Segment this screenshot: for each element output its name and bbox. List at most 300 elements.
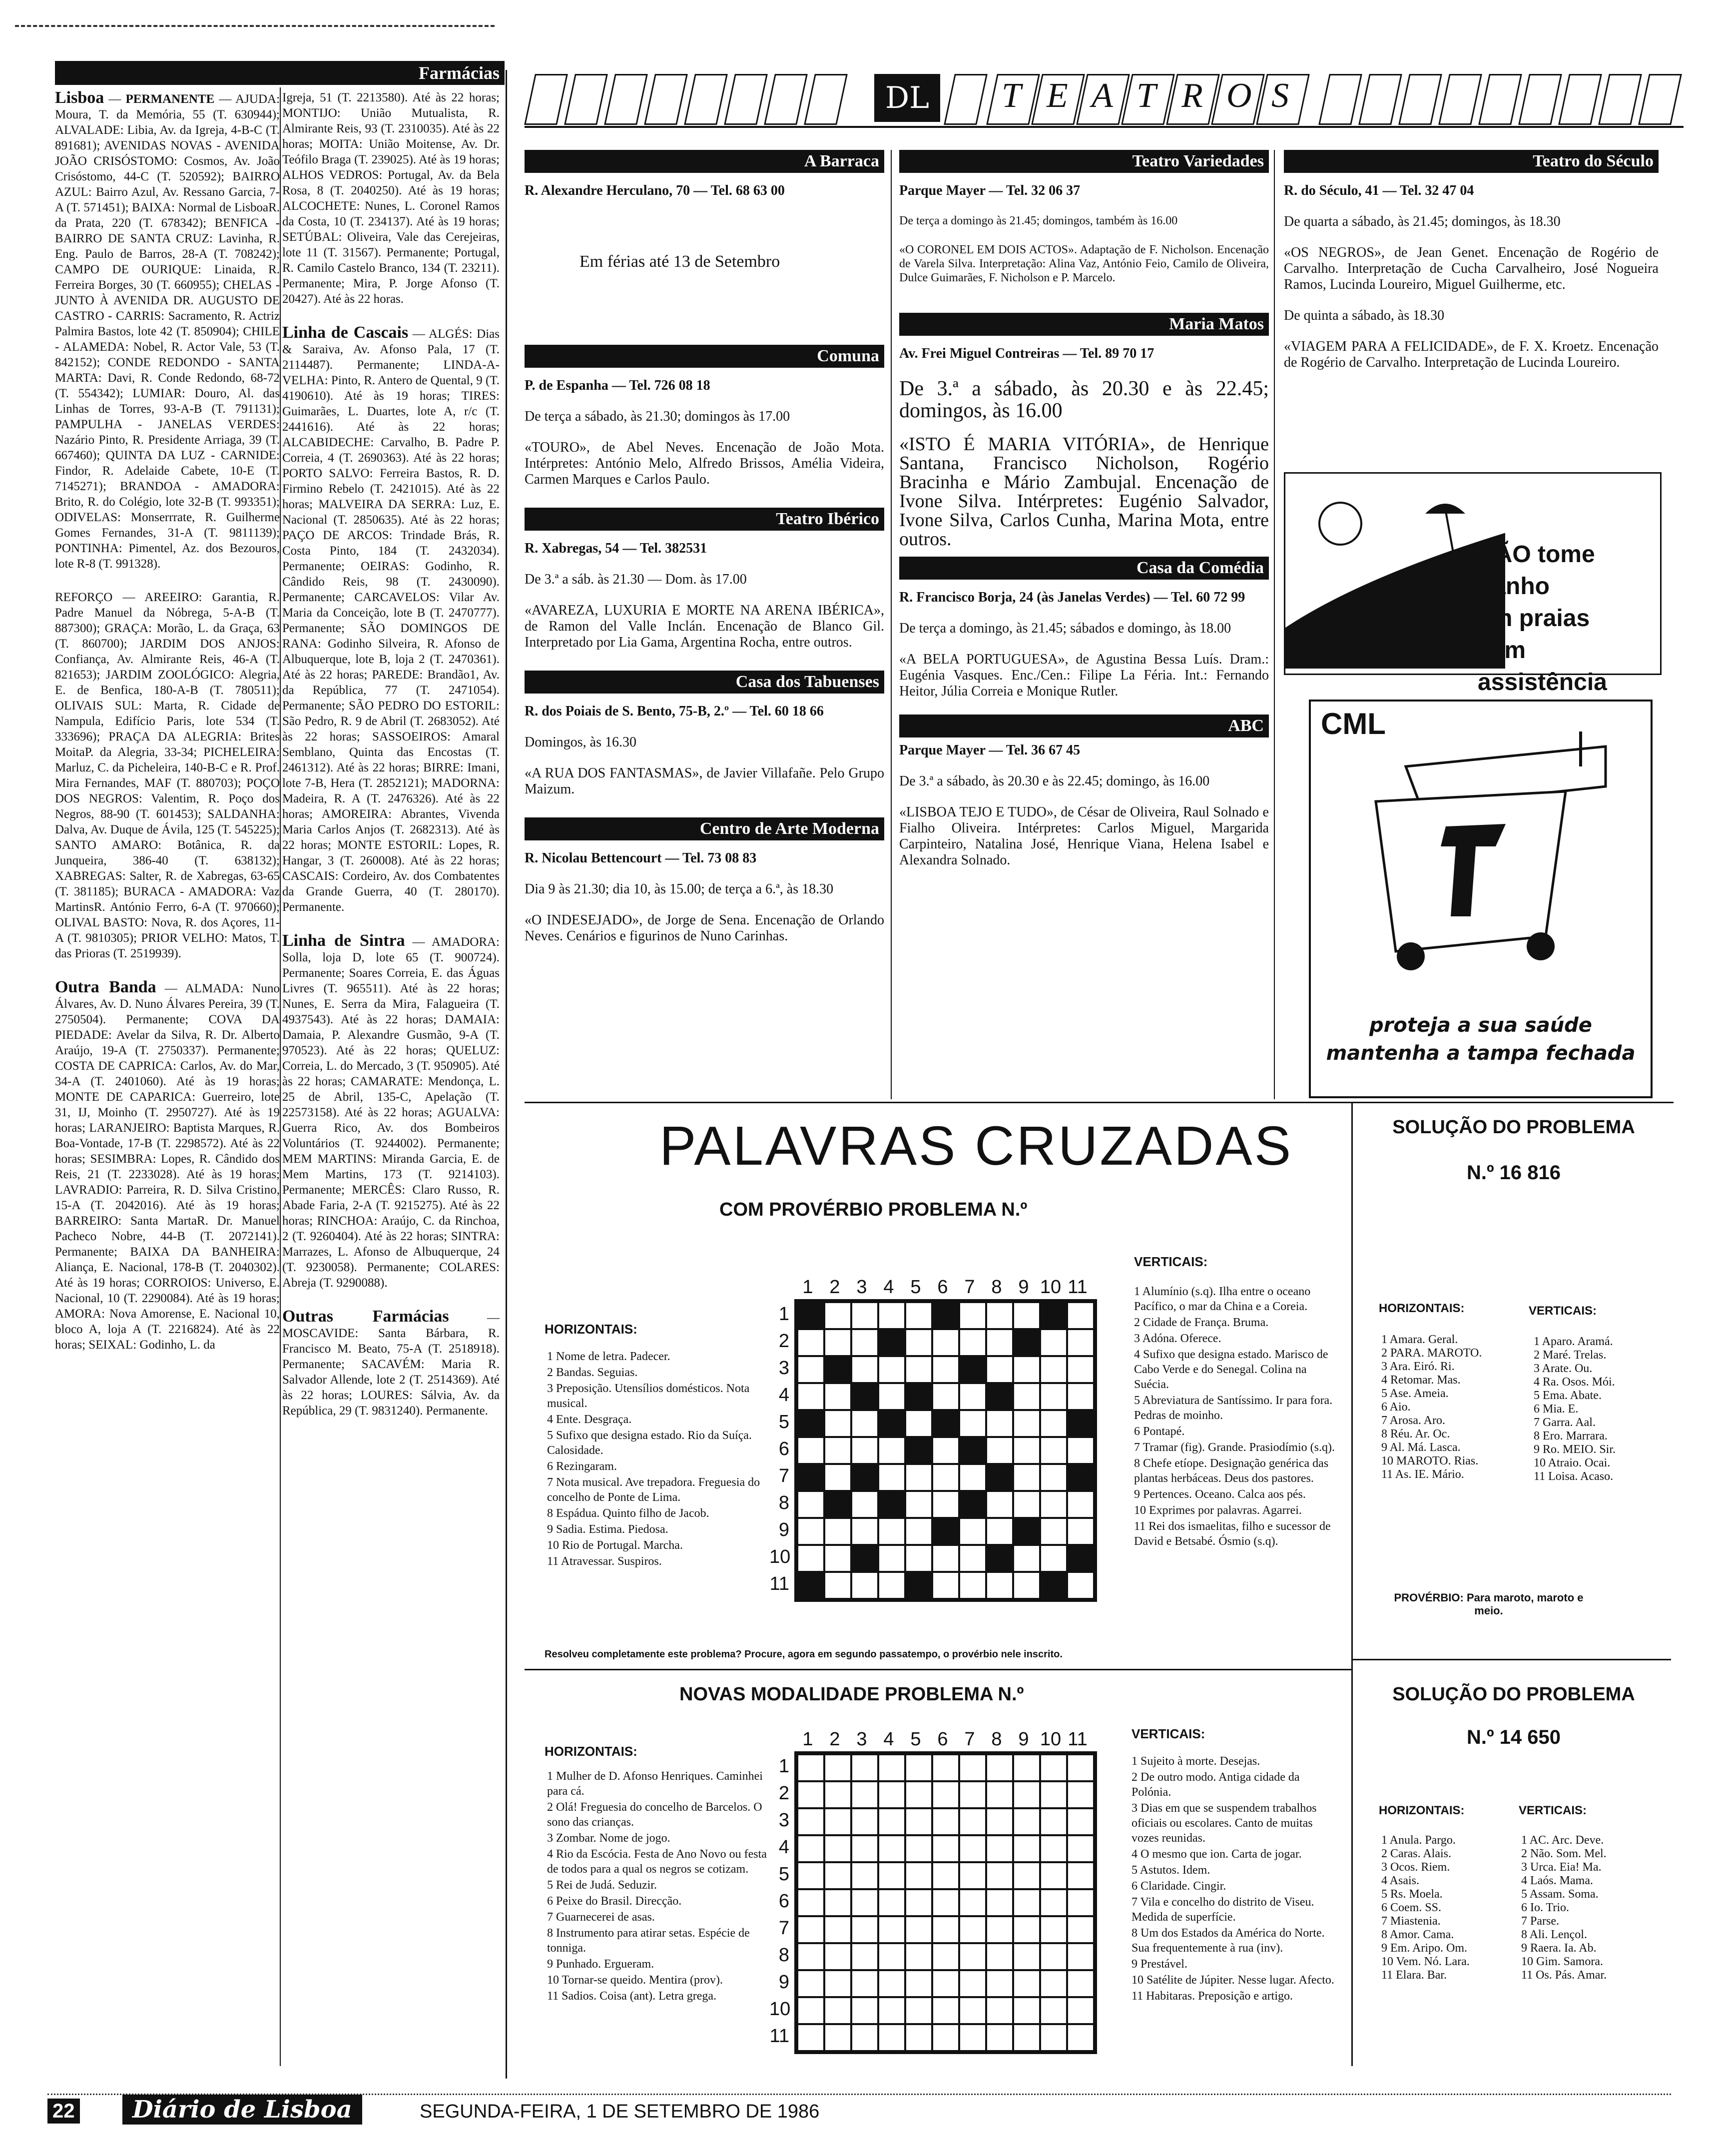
- black-cell: [878, 1410, 905, 1437]
- grid-cell[interactable]: [797, 1437, 824, 1464]
- grid-cell[interactable]: [905, 1464, 932, 1491]
- grid-cell[interactable]: [1013, 2024, 1040, 2051]
- row-num: 4: [778, 1385, 789, 1406]
- solution-verticais: [1534, 1335, 1669, 1483]
- header-box: [724, 74, 768, 125]
- clue-item: 5 Abreviatura de Santíssimo. Ir para fora. Pedras de moinho.: [1134, 1394, 1333, 1422]
- grid-cell[interactable]: [905, 1997, 932, 2024]
- grid-cell[interactable]: [797, 2024, 824, 2051]
- grid-cell[interactable]: [932, 2024, 959, 2051]
- grid-cell[interactable]: [959, 1572, 986, 1599]
- grid-cell[interactable]: [1040, 1835, 1067, 1862]
- grid-cell[interactable]: [959, 1943, 986, 1970]
- clue-item: 10 MAROTO. Rias.: [1381, 1454, 1479, 1467]
- grid-cell[interactable]: [1040, 1997, 1067, 2024]
- grid-cell[interactable]: [851, 1302, 878, 1329]
- grid-cell[interactable]: [851, 1518, 878, 1545]
- row-num: 2: [778, 1783, 789, 1804]
- grid-cell[interactable]: [986, 1518, 1013, 1545]
- grid-cell[interactable]: [1067, 1862, 1094, 1889]
- theatre-name: Centro de Arte Moderna: [525, 817, 884, 840]
- clue-item: 8 Réu. Ar. Oc.: [1381, 1428, 1450, 1440]
- grid-cell[interactable]: [932, 1572, 959, 1599]
- grid-cell[interactable]: [824, 1808, 851, 1835]
- row-num: 6: [778, 1438, 789, 1459]
- grid-cell[interactable]: [878, 1572, 905, 1599]
- grid-cell[interactable]: [851, 1356, 878, 1383]
- grid-cell[interactable]: [959, 1464, 986, 1491]
- region-title: Outras Farmácias: [282, 1307, 449, 1326]
- row-num: 7: [778, 1918, 789, 1939]
- grid-cell[interactable]: [878, 1916, 905, 1943]
- theatre-address: R. do Século, 41 — Tel. 32 47 04: [1284, 183, 1474, 198]
- black-cell: [1067, 1410, 1094, 1437]
- grid-cell[interactable]: [797, 1997, 824, 2024]
- grid-cell[interactable]: [824, 1464, 851, 1491]
- grid-cell[interactable]: [905, 1862, 932, 1889]
- page-number: 22: [47, 2099, 80, 2124]
- grid-cell[interactable]: [797, 1383, 824, 1410]
- grid-cell[interactable]: [986, 1997, 1013, 2024]
- header-box: [764, 74, 808, 125]
- grid-cell[interactable]: [851, 1835, 878, 1862]
- grid-cell[interactable]: [1067, 1781, 1094, 1808]
- grid-cell[interactable]: [851, 1862, 878, 1889]
- theatre-times: De quinta a sábado, às 18.30: [1284, 308, 1445, 323]
- grid-cell[interactable]: [824, 1410, 851, 1437]
- grid-cell[interactable]: [959, 2024, 986, 2051]
- clue-item: 10 Vem. Nó. Lara.: [1381, 1955, 1470, 1968]
- header-box: [1438, 74, 1482, 125]
- header-box: [524, 74, 568, 125]
- grid-cell[interactable]: [959, 1383, 986, 1410]
- clue-item: 2 Não. Som. Mel.: [1521, 1847, 1607, 1860]
- grid-cell[interactable]: [851, 1781, 878, 1808]
- grid-cell[interactable]: [932, 1356, 959, 1383]
- clue-item: 5 Ase. Ameia.: [1381, 1387, 1449, 1400]
- grid-cell[interactable]: [959, 1808, 986, 1835]
- grid-cell[interactable]: [1013, 1302, 1040, 1329]
- grid-cell[interactable]: [1067, 1302, 1094, 1329]
- clue-item: 4 Ra. Osos. Mói.: [1534, 1376, 1615, 1389]
- grid-cell[interactable]: [1013, 1491, 1040, 1518]
- grid-cell[interactable]: [905, 1916, 932, 1943]
- clue-item: 7 Miastenia.: [1381, 1915, 1441, 1928]
- grid-cell[interactable]: [797, 1356, 824, 1383]
- grid-cell[interactable]: [932, 1781, 959, 1808]
- grid-cell[interactable]: [905, 1518, 932, 1545]
- grid-cell[interactable]: [932, 1916, 959, 1943]
- grid-cell[interactable]: [986, 1410, 1013, 1437]
- grid-cell[interactable]: [986, 1781, 1013, 1808]
- grid-cell[interactable]: [905, 1754, 932, 1781]
- grid-cell[interactable]: [1067, 1943, 1094, 1970]
- grid-cell[interactable]: [851, 1329, 878, 1356]
- theatre-play: «LISBOA TEJO E TUDO», de César de Oliveira, Raul Solnado e Fialho Oliveira. Intérpretes: Carlos Miguel, Margarida Carpinteiro, Natalina José, Henrique Viana, Helena Isabel e Alexandra Solnado.: [899, 804, 1269, 868]
- grid-cell[interactable]: [797, 1835, 824, 1862]
- grid-cell[interactable]: [905, 1781, 932, 1808]
- theatre-address: R. Francisco Borja, 24 (às Janelas Verdes) — Tel. 60 72 99: [899, 590, 1245, 605]
- black-cell: [1013, 1329, 1040, 1356]
- grid-cell[interactable]: [878, 1808, 905, 1835]
- grid-cell[interactable]: [878, 1545, 905, 1572]
- grid-cell[interactable]: [878, 1437, 905, 1464]
- grid-cell[interactable]: [824, 1835, 851, 1862]
- grid-cell[interactable]: [1067, 1572, 1094, 1599]
- grid-cell[interactable]: [1040, 1518, 1067, 1545]
- grid-cell[interactable]: [824, 1302, 851, 1329]
- grid-cell[interactable]: [932, 1545, 959, 1572]
- clue-item: 7 Parse.: [1521, 1915, 1559, 1928]
- grid-cell[interactable]: [824, 1754, 851, 1781]
- black-cell: [851, 1545, 878, 1572]
- grid-cell[interactable]: [878, 1889, 905, 1916]
- grid-cell[interactable]: [1040, 1464, 1067, 1491]
- grid-cell[interactable]: [1013, 1464, 1040, 1491]
- grid-cell[interactable]: [878, 1862, 905, 1889]
- grid-cell[interactable]: [932, 1943, 959, 1970]
- grid-cell[interactable]: [878, 1970, 905, 1997]
- clue-item: 8 Amor. Cama.: [1381, 1928, 1454, 1941]
- grid-cell[interactable]: [1013, 1572, 1040, 1599]
- grid-cell[interactable]: [1040, 1808, 1067, 1835]
- clue-item: 10 Rio de Portugal. Marcha.: [547, 1539, 683, 1552]
- grid-cell[interactable]: [878, 1356, 905, 1383]
- grid-cell[interactable]: [797, 1808, 824, 1835]
- col-num: 7: [964, 1729, 975, 1750]
- grid-cell[interactable]: [851, 1437, 878, 1464]
- grid-cell[interactable]: [824, 1943, 851, 1970]
- grid-cell[interactable]: [1013, 1970, 1040, 1997]
- grid-cell[interactable]: [851, 1997, 878, 2024]
- grid-cell[interactable]: [1040, 1862, 1067, 1889]
- grid-cell[interactable]: [797, 1754, 824, 1781]
- grid-cell[interactable]: [1067, 2024, 1094, 2051]
- grid-cell[interactable]: [824, 1970, 851, 1997]
- grid-cell[interactable]: [905, 1943, 932, 1970]
- grid-cell[interactable]: [1013, 1916, 1040, 1943]
- grid-cell[interactable]: [797, 1518, 824, 1545]
- clue-item: 9 Raera. Ia. Ab.: [1521, 1942, 1597, 1955]
- grid-cell[interactable]: [932, 1808, 959, 1835]
- grid-cell[interactable]: [1067, 1329, 1094, 1356]
- col-num: 1: [802, 1277, 813, 1298]
- grid-cell[interactable]: [932, 1970, 959, 1997]
- grid-cell[interactable]: [932, 1754, 959, 1781]
- grid-cell[interactable]: [932, 1862, 959, 1889]
- grid-cell[interactable]: [1013, 1781, 1040, 1808]
- crossword-grid: [794, 1299, 1097, 1602]
- grid-cell[interactable]: [932, 1464, 959, 1491]
- header-letter: T: [1137, 76, 1156, 115]
- grid-cell[interactable]: [986, 1808, 1013, 1835]
- grid-cell[interactable]: [878, 2024, 905, 2051]
- grid-cell[interactable]: [878, 1943, 905, 1970]
- grid-cell[interactable]: [851, 1943, 878, 1970]
- col-num: 7: [964, 1277, 975, 1298]
- grid-cell[interactable]: [797, 1970, 824, 1997]
- grid-cell[interactable]: [878, 1781, 905, 1808]
- header-box: [564, 74, 608, 125]
- grid-cell[interactable]: [797, 1329, 824, 1356]
- grid-cell[interactable]: [905, 1545, 932, 1572]
- grid-cell[interactable]: [824, 1383, 851, 1410]
- clue-item: 6 Mia. E.: [1534, 1403, 1579, 1416]
- grid-cell[interactable]: [1013, 1862, 1040, 1889]
- cml-logo: CML: [1321, 707, 1386, 740]
- grid-cell[interactable]: [1067, 1754, 1094, 1781]
- grid-cell[interactable]: [932, 1997, 959, 2024]
- grid-cell[interactable]: [878, 1383, 905, 1410]
- grid-cell[interactable]: [1040, 1943, 1067, 1970]
- header-letter: S: [1271, 76, 1289, 115]
- grid-cell[interactable]: [905, 1970, 932, 1997]
- grid-cell[interactable]: [1013, 1808, 1040, 1835]
- grid-cell[interactable]: [986, 1491, 1013, 1518]
- bin-illustration: [1346, 717, 1626, 981]
- grid-cell[interactable]: [905, 1835, 932, 1862]
- grid-cell[interactable]: [797, 1781, 824, 1808]
- grid-cell[interactable]: [1067, 1437, 1094, 1464]
- header-box: [1318, 74, 1362, 125]
- grid-cell[interactable]: [851, 1970, 878, 1997]
- grid-cell[interactable]: [932, 1383, 959, 1410]
- clue-item: 5 Ema. Abate.: [1534, 1389, 1602, 1402]
- grid-cell[interactable]: [986, 1862, 1013, 1889]
- grid-cell[interactable]: [797, 1943, 824, 1970]
- horizontais-label: HORIZONTAIS:: [1379, 1804, 1465, 1817]
- verticais-label: VERTICAIS:: [1529, 1304, 1597, 1318]
- grid-cell[interactable]: [1040, 1889, 1067, 1916]
- col-num: 5: [910, 1729, 921, 1750]
- theatre-name: Teatro do Século: [1284, 150, 1659, 173]
- grid-cell[interactable]: [878, 1754, 905, 1781]
- grid-cell[interactable]: [986, 2024, 1013, 2051]
- grid-cell[interactable]: [959, 1545, 986, 1572]
- clue-item: 6 Rezingaram.: [547, 1460, 617, 1473]
- grid-cell[interactable]: [1040, 1970, 1067, 1997]
- crossword2-grid: [794, 1751, 1097, 2054]
- grid-cell[interactable]: [1067, 1808, 1094, 1835]
- grid-cell[interactable]: [878, 1835, 905, 1862]
- grid-cell[interactable]: [959, 1781, 986, 1808]
- grid-cell[interactable]: [1013, 1356, 1040, 1383]
- slogan-line: proteja a sua saúde: [1369, 1014, 1592, 1037]
- grid-cell[interactable]: [851, 1808, 878, 1835]
- grid-cell[interactable]: [1013, 1889, 1040, 1916]
- grid-cell[interactable]: [1040, 1916, 1067, 1943]
- clue-item: 6 Aio.: [1381, 1401, 1411, 1414]
- grid-cell[interactable]: [824, 1781, 851, 1808]
- grid-cell[interactable]: [1067, 1383, 1094, 1410]
- clue-item: 10 Atraio. Ocai.: [1534, 1456, 1611, 1469]
- grid-cell[interactable]: [851, 1491, 878, 1518]
- grid-cell[interactable]: [824, 1518, 851, 1545]
- grid-cell[interactable]: [824, 1916, 851, 1943]
- clue-item: 2 Olá! Freguesia do concelho de Barcelos. O sono das crianças.: [547, 1801, 762, 1829]
- col-num: 6: [937, 1729, 948, 1750]
- grid-cell[interactable]: [959, 1889, 986, 1916]
- grid-cell[interactable]: [905, 1356, 932, 1383]
- grid-cell[interactable]: [878, 1997, 905, 2024]
- grid-cell[interactable]: [959, 1754, 986, 1781]
- grid-cell[interactable]: [959, 1862, 986, 1889]
- grid-cell[interactable]: [1067, 1518, 1094, 1545]
- grid-cell[interactable]: [824, 1862, 851, 1889]
- theatre-times: De quarta a sábado, às 21.45; domingos, às 18.30: [1284, 214, 1561, 229]
- grid-cell[interactable]: [1067, 1970, 1094, 1997]
- black-cell: [959, 1356, 986, 1383]
- grid-cell[interactable]: [905, 1329, 932, 1356]
- grid-cell[interactable]: [1040, 1491, 1067, 1518]
- grid-cell[interactable]: [878, 1518, 905, 1545]
- grid-cell[interactable]: [932, 1329, 959, 1356]
- grid-cell[interactable]: [797, 1889, 824, 1916]
- grid-cell[interactable]: [1040, 1383, 1067, 1410]
- horizontais-label: HORIZONTAIS:: [545, 1322, 637, 1337]
- grid-cell[interactable]: [797, 1545, 824, 1572]
- clue-item: 10 Tornar-se queido. Mentira (prov).: [547, 1974, 723, 1987]
- header-box: [684, 74, 728, 125]
- grid-cell[interactable]: [824, 1329, 851, 1356]
- grid-cell[interactable]: [932, 1835, 959, 1862]
- clue-item: 3 Arate. Ou.: [1534, 1362, 1593, 1375]
- grid-cell[interactable]: [932, 1437, 959, 1464]
- clue-item: 8 Espádua. Quinto filho de Jacob.: [547, 1507, 709, 1520]
- grid-cell[interactable]: [959, 1410, 986, 1437]
- black-cell: [986, 1545, 1013, 1572]
- farmacias-col-2: [282, 90, 500, 1419]
- clue-item: 7 Arosa. Aro.: [1381, 1414, 1445, 1427]
- col2-top: Igreja, 51 (T. 2213580). Até às 22 horas; MONTIJO: União Mutualista, R. Almirante Reis, 93 (T. 2310035). Até às 22 horas; MOITA: União Moitense, Av. Dr. Teófilo Braga (T. 239025). Até às 19 horas; ALHOS VEDROS: Portugal, Av. da Bela Rosa, 8 (T. 2040250). Até às 19 horas; ALCOCHETE: Nunes, L. Coronel Ramos da Costa, 10 (T. 234137). Até às 19 horas; SETÚBAL: Oliveira, Vale das Cerejeiras, lote 11 (T. 31567). Permanente; Portugal, R. Camilo Castelo Branco, 134 (T. 23211). Permanente; Mira, P. Jorge Afonso (T. 20427). Até às 22 horas.: [282, 91, 500, 306]
- grid-cell[interactable]: [824, 1997, 851, 2024]
- grid-cell[interactable]: [1067, 1889, 1094, 1916]
- grid-cell[interactable]: [1067, 1356, 1094, 1383]
- grid-cell[interactable]: [1067, 1491, 1094, 1518]
- paper-masthead: Diário de Lisboa: [122, 2095, 362, 2125]
- grid-cell[interactable]: [851, 1754, 878, 1781]
- grid-cell[interactable]: [1040, 2024, 1067, 2051]
- grid-cell[interactable]: [1013, 1410, 1040, 1437]
- grid-cell[interactable]: [824, 1889, 851, 1916]
- clue-item: 10 Satélite de Júpiter. Nesse lugar. Afecto.: [1132, 1974, 1334, 1987]
- grid-cell[interactable]: [986, 1943, 1013, 1970]
- grid-cell[interactable]: [986, 1572, 1013, 1599]
- grid-cell[interactable]: [851, 1889, 878, 1916]
- outras-block: [282, 1309, 500, 1419]
- grid-cell[interactable]: [878, 1302, 905, 1329]
- grid-cell[interactable]: [1067, 1997, 1094, 2024]
- grid-cell[interactable]: [851, 1410, 878, 1437]
- row-num: 5: [778, 1412, 789, 1433]
- theatre-name: Casa dos Tabuenses: [525, 671, 884, 694]
- grid-cell[interactable]: [905, 1808, 932, 1835]
- grid-cell[interactable]: [959, 1970, 986, 1997]
- clue-item: 8 Instrumento para atirar setas. Espécie de tonniga.: [547, 1927, 750, 1955]
- grid-cell[interactable]: [959, 1518, 986, 1545]
- grid-cell[interactable]: [959, 1835, 986, 1862]
- clue-item: 9 Ro. MEIO. Sir.: [1534, 1443, 1616, 1456]
- row-num: 1: [778, 1756, 789, 1777]
- grid-cell[interactable]: [824, 1545, 851, 1572]
- grid-cell[interactable]: [1040, 1754, 1067, 1781]
- grid-cell[interactable]: [878, 1464, 905, 1491]
- grid-cell[interactable]: [905, 2024, 932, 2051]
- clue-item: 5 Rei de Judá. Seduzir.: [547, 1879, 657, 1892]
- grid-cell[interactable]: [959, 1329, 986, 1356]
- grid-cell[interactable]: [986, 1329, 1013, 1356]
- black-cell: [797, 1410, 824, 1437]
- grid-cell[interactable]: [851, 1916, 878, 1943]
- grid-cell[interactable]: [1013, 1835, 1040, 1862]
- col-num: 3: [856, 1729, 867, 1750]
- grid-cell[interactable]: [986, 1835, 1013, 1862]
- grid-cell[interactable]: [1040, 1781, 1067, 1808]
- grid-cell[interactable]: [851, 1572, 878, 1599]
- grid-cell[interactable]: [1067, 1835, 1094, 1862]
- grid-cell[interactable]: [905, 1889, 932, 1916]
- grid-cell[interactable]: [959, 1997, 986, 2024]
- theatre-address: Parque Mayer — Tel. 36 67 45: [899, 742, 1081, 758]
- grid-cell[interactable]: [986, 1437, 1013, 1464]
- grid-cell[interactable]: [932, 1889, 959, 1916]
- clue-item: 6 Io. Trio.: [1521, 1901, 1570, 1914]
- grid-cell[interactable]: [986, 1970, 1013, 1997]
- grid-cell[interactable]: [1013, 1943, 1040, 1970]
- grid-cell[interactable]: [1013, 1545, 1040, 1572]
- row-num: 4: [778, 1837, 789, 1858]
- grid-cell[interactable]: [986, 1302, 1013, 1329]
- header-letter: R: [1181, 76, 1203, 115]
- grid-cell[interactable]: [1067, 1916, 1094, 1943]
- grid-cell[interactable]: [1040, 1437, 1067, 1464]
- grid-cell[interactable]: [986, 1754, 1013, 1781]
- grid-cell[interactable]: [851, 2024, 878, 2051]
- grid-cell[interactable]: [1040, 1356, 1067, 1383]
- grid-cell[interactable]: [797, 1862, 824, 1889]
- beach-safety-ad: [1284, 472, 1662, 696]
- grid-cell[interactable]: [1040, 1410, 1067, 1437]
- clue-item: 9 Al. Má. Lasca.: [1381, 1441, 1461, 1454]
- grid-cell[interactable]: [1013, 1437, 1040, 1464]
- grid-cell[interactable]: [986, 1356, 1013, 1383]
- grid-cell[interactable]: [824, 1437, 851, 1464]
- grid-cell[interactable]: [824, 2024, 851, 2051]
- grid-cell[interactable]: [1013, 1383, 1040, 1410]
- theatre-name: Teatro Ibérico: [525, 508, 884, 531]
- grid-cell[interactable]: [797, 1491, 824, 1518]
- grid-cell[interactable]: [932, 1491, 959, 1518]
- grid-cell[interactable]: [986, 1889, 1013, 1916]
- grid-cell[interactable]: [959, 1916, 986, 1943]
- row-num: 10: [769, 1999, 791, 2020]
- grid-cell[interactable]: [1013, 1754, 1040, 1781]
- horizontais-label: HORIZONTAIS:: [545, 1744, 637, 1759]
- grid-cell[interactable]: [986, 1916, 1013, 1943]
- grid-cell[interactable]: [905, 1491, 932, 1518]
- grid-cell[interactable]: [959, 1302, 986, 1329]
- grid-cell[interactable]: [824, 1572, 851, 1599]
- verticais-label: VERTICAIS:: [1132, 1726, 1205, 1741]
- grid-cell[interactable]: [1013, 1997, 1040, 2024]
- grid-cell[interactable]: [905, 1410, 932, 1437]
- grid-cell[interactable]: [905, 1302, 932, 1329]
- black-cell: [932, 1518, 959, 1545]
- grid-cell[interactable]: [1040, 1545, 1067, 1572]
- clue-item: 4 Rio da Escócia. Festa de Ano Novo ou festa de todos para a qual os negros se cotizam.: [547, 1848, 767, 1876]
- grid-cell[interactable]: [1040, 1329, 1067, 1356]
- grid-cell[interactable]: [797, 1916, 824, 1943]
